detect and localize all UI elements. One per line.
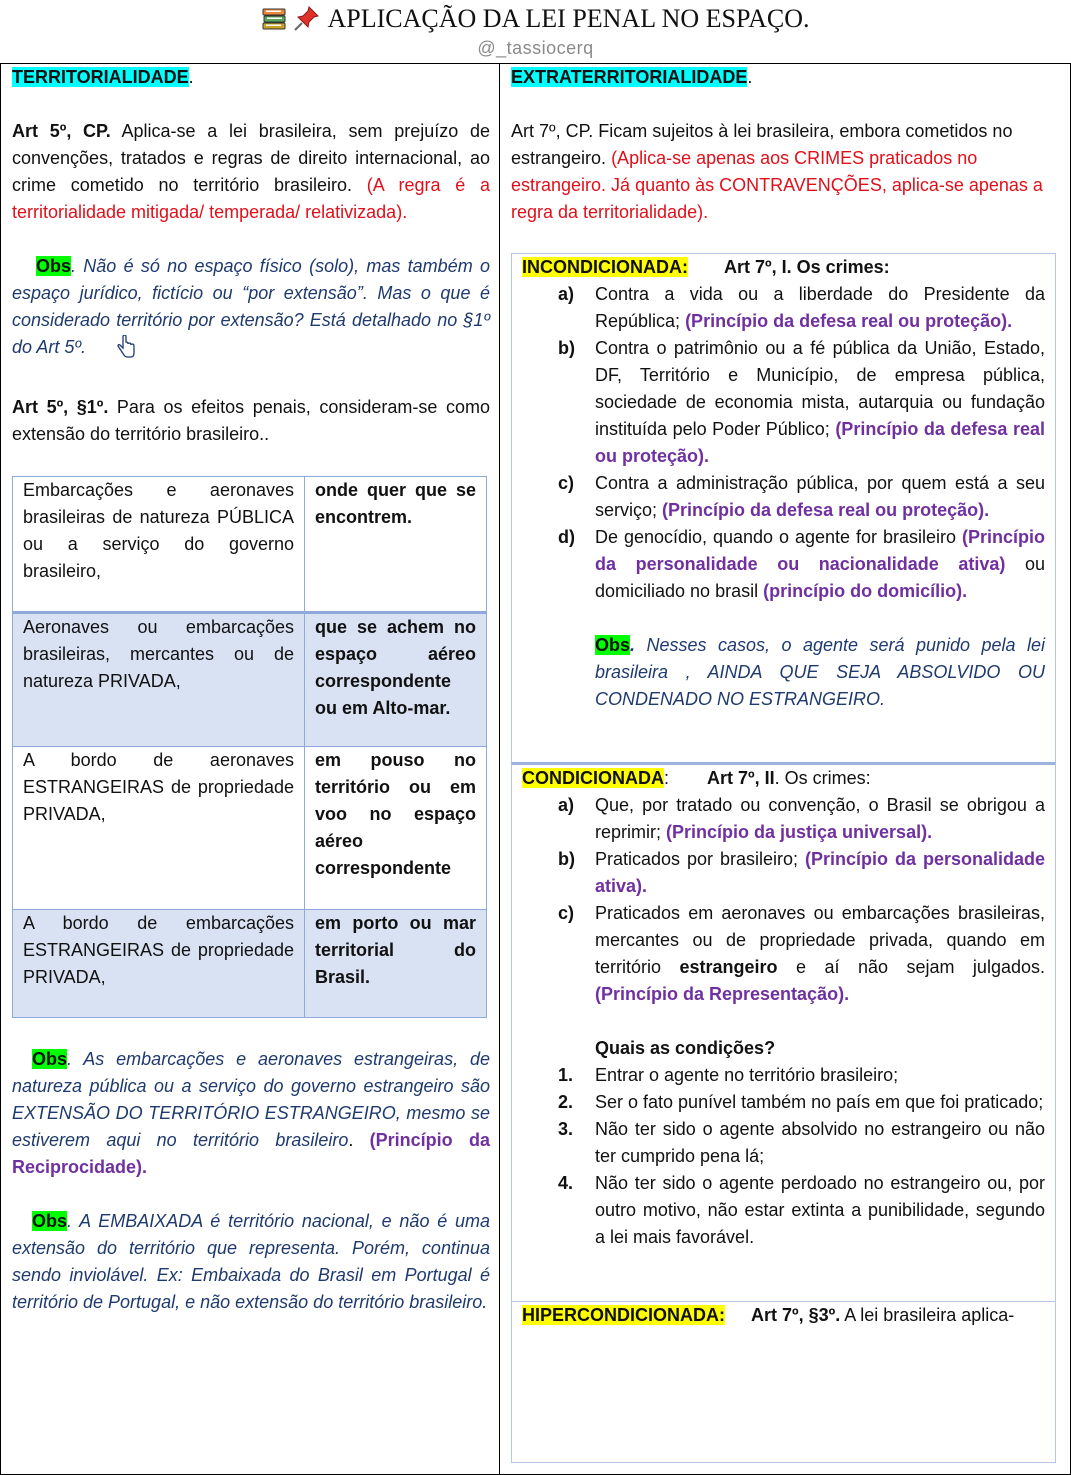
incondicionada-obs: Obs. Nesses casos, o agente será punido pela lei brasileira , AINDA QUE SEJA ABSOLVIDO OU CONDENADO NO ESTRANGEIRO. <box>595 635 1045 709</box>
incondicionada-list <box>522 281 1045 605</box>
incondicionada-ref: Art 7º, I. Os crimes: <box>724 257 890 277</box>
hipercondicionada-header: HIPERCONDICIONADA: Art 7º, §3º. A lei brasileira aplica- <box>522 1305 1015 1325</box>
hipercondicionada-box <box>511 1301 1056 1463</box>
art5-note: (A regra é a territorialidade mitigada/ temperada/ relativizada). <box>12 175 490 222</box>
obs-badge: Obs <box>36 256 72 276</box>
table-cell-condition: em pouso no território ou em voo no espaço aéreo correspondente <box>305 747 487 910</box>
list-item: b) Praticados por brasileiro; (Princípio da personalidade ativa). <box>558 849 1045 896</box>
column-divider <box>499 63 500 1474</box>
condicionada-header: CONDICIONADA: Art 7º, II. Os crimes: <box>522 768 871 788</box>
list-item: c) Contra a administração pública, por quem está a seu serviço; (Princípio da defesa real ou proteção). <box>558 473 1045 520</box>
incondicionada-label: INCONDICIONADA: <box>522 257 688 277</box>
art5-par1-paragraph: Art 5º, §1º. Para os efeitos penais, consideram-se como extensão do território brasileiro.. <box>12 397 490 444</box>
condicionada-list <box>522 792 1045 1008</box>
list-item: d) De genocídio, quando o agente for brasileiro (Princípio da personalidade ou nacionalidade ativa) ou domiciliado no brasil (princípio do domicílio). <box>558 527 1045 601</box>
obs-badge: Obs <box>32 1049 68 1069</box>
condicionada-box <box>511 762 1056 1302</box>
list-item: b) Contra o patrimônio ou a fé pública da União, Estado, DF, Território e Município, de empresa pública, sociedade de economia mista, autarquia ou fundação instituída pelo Poder Público; (Princípio da defesa real ou proteção). <box>558 338 1045 466</box>
left-column <box>12 64 490 1316</box>
conditions-list <box>522 1062 1045 1251</box>
incondicionada-header <box>522 254 1045 281</box>
table-cell-condition: que se achem no espaço aéreo correspondente ou em Alto-mar. <box>305 613 487 747</box>
obs1-paragraph: Obs. Não é só no espaço físico (solo), mas também o espaço jurídico, fictício ou “por extensão”. Mas o que é considerado território por extensão? Está detalhado no §1º do Art 5º. <box>12 253 490 367</box>
hipercondicionada-label: HIPERCONDICIONADA: <box>522 1305 726 1325</box>
right-column <box>511 64 1056 1463</box>
list-item: 3. Não ter sido o agente absolvido no estrangeiro ou não ter cumprido pena lá; <box>558 1119 1045 1166</box>
table-cell-condition: onde quer que se encontrem. <box>305 477 487 613</box>
heading-label: TERRITORIALIDADE <box>12 67 189 87</box>
author-handle: @_tassiocerq <box>477 38 594 58</box>
table-row <box>13 613 487 747</box>
conditions-title: Quais as condições? <box>595 1038 776 1058</box>
table-cell-subject: Aeronaves ou embarcações brasileiras, mercantes ou de natureza PRIVADA, <box>13 613 305 747</box>
heading-label: EXTRATERRITORIALIDADE <box>511 67 748 87</box>
extraterritorialidade-heading: EXTRATERRITORIALIDADE. <box>511 67 753 87</box>
incondicionada-box <box>511 253 1056 763</box>
list-item: a) Contra a vida ou a liberdade do Presidente da República; (Princípio da defesa real ou proteção). <box>558 284 1045 331</box>
territorialidade-heading: TERRITORIALIDADE. <box>12 67 194 87</box>
page-header <box>0 0 1071 64</box>
table-cell-subject: Embarcações e aeronaves brasileiras de natureza PÚBLICA ou a serviço do governo brasileiro, <box>13 477 305 613</box>
obs2-paragraph: Obs. As embarcações e aeronaves estrangeiras, de natureza pública ou a serviço do governo estrangeiro são EXTENSÃO DO TERRITÓRIO ESTRANGEIRO, mesmo se estiverem aqui no território brasileiro. (Princípio da Reciprocidade). <box>12 1049 490 1177</box>
art7-paragraph: Art 7º, CP. Ficam sujeitos à lei brasileira, embora cometidos no estrangeiro. (Aplica-se apenas aos CRIMES praticados no estrangeiro. Já quanto às CONTRAVENÇÕES, aplica-se apenas a regra da territorialidade). <box>511 121 1043 222</box>
list-item: 4. Não ter sido o agente perdoado no estrangeiro ou, por outro motivo, não estar extinta a punibilidade, segundo a lei mais favorável. <box>558 1173 1045 1247</box>
obs3-paragraph: Obs. A EMBAIXADA é território nacional, e não é uma extensão do território que representa. Porém, continua sendo inviolável. Ex: Embaixada do Brasil em Portugal é território de Portugal, e não extensão do território brasileiro. <box>12 1211 490 1312</box>
title-text: APLICAÇÃO DA LEI PENAL NO ESPAÇO. <box>327 4 810 33</box>
table-row <box>13 910 487 1018</box>
pointing-down-icon <box>92 335 136 367</box>
list-item: 2. Ser o fato punível também no país em que foi praticado; <box>558 1092 1044 1112</box>
table-row <box>13 747 487 910</box>
art7-note: (Aplica-se apenas aos CRIMES praticados no estrangeiro. Já quanto às CONTRAVENÇÕES, aplica-se apenas a regra da territorialidade). <box>511 148 1043 222</box>
table-cell-subject: A bordo de embarcações ESTRANGEIRAS de propriedade PRIVADA, <box>13 910 305 1018</box>
list-item: a) Que, por tratado ou convenção, o Brasil se obrigou a reprimir; (Princípio da justiça universal). <box>558 795 1045 842</box>
table-row <box>13 477 487 613</box>
art5-paragraph: Art 5º, CP. Aplica-se a lei brasileira, sem prejuízo de convenções, tratados e regras de direito internacional, ao crime cometido no território brasileiro. (A regra é a territorialidade mitigada/ temperada/ relativizada). <box>12 121 490 222</box>
obs-badge: Obs <box>32 1211 68 1231</box>
list-item: c) Praticados em aeronaves ou embarcações brasileiras, mercantes ou de propriedade privada, quando em território estrangeiro e aí não sejam julgados. (Princípio da Representação). <box>558 903 1045 1004</box>
territory-extension-table <box>12 476 487 1018</box>
condicionada-label: CONDICIONADA <box>522 768 664 788</box>
reciprocity-principle: (Princípio da Reciprocidade). <box>12 1130 490 1177</box>
condicionada-ref: Art 7º, II <box>707 768 775 788</box>
hipercondicionada-ref: Art 7º, §3º. <box>751 1305 841 1325</box>
art5-ref: Art 5º, CP. <box>12 121 111 141</box>
obs-badge: Obs <box>595 635 631 655</box>
table-cell-subject: A bordo de aeronaves ESTRANGEIRAS de propriedade PRIVADA, <box>13 747 305 910</box>
list-item: 1. Entrar o agente no território brasileiro; <box>558 1065 899 1085</box>
art5-par1-ref: Art 5º, §1º. <box>12 397 109 417</box>
table-cell-condition: em porto ou mar territorial do Brasil. <box>305 910 487 1018</box>
